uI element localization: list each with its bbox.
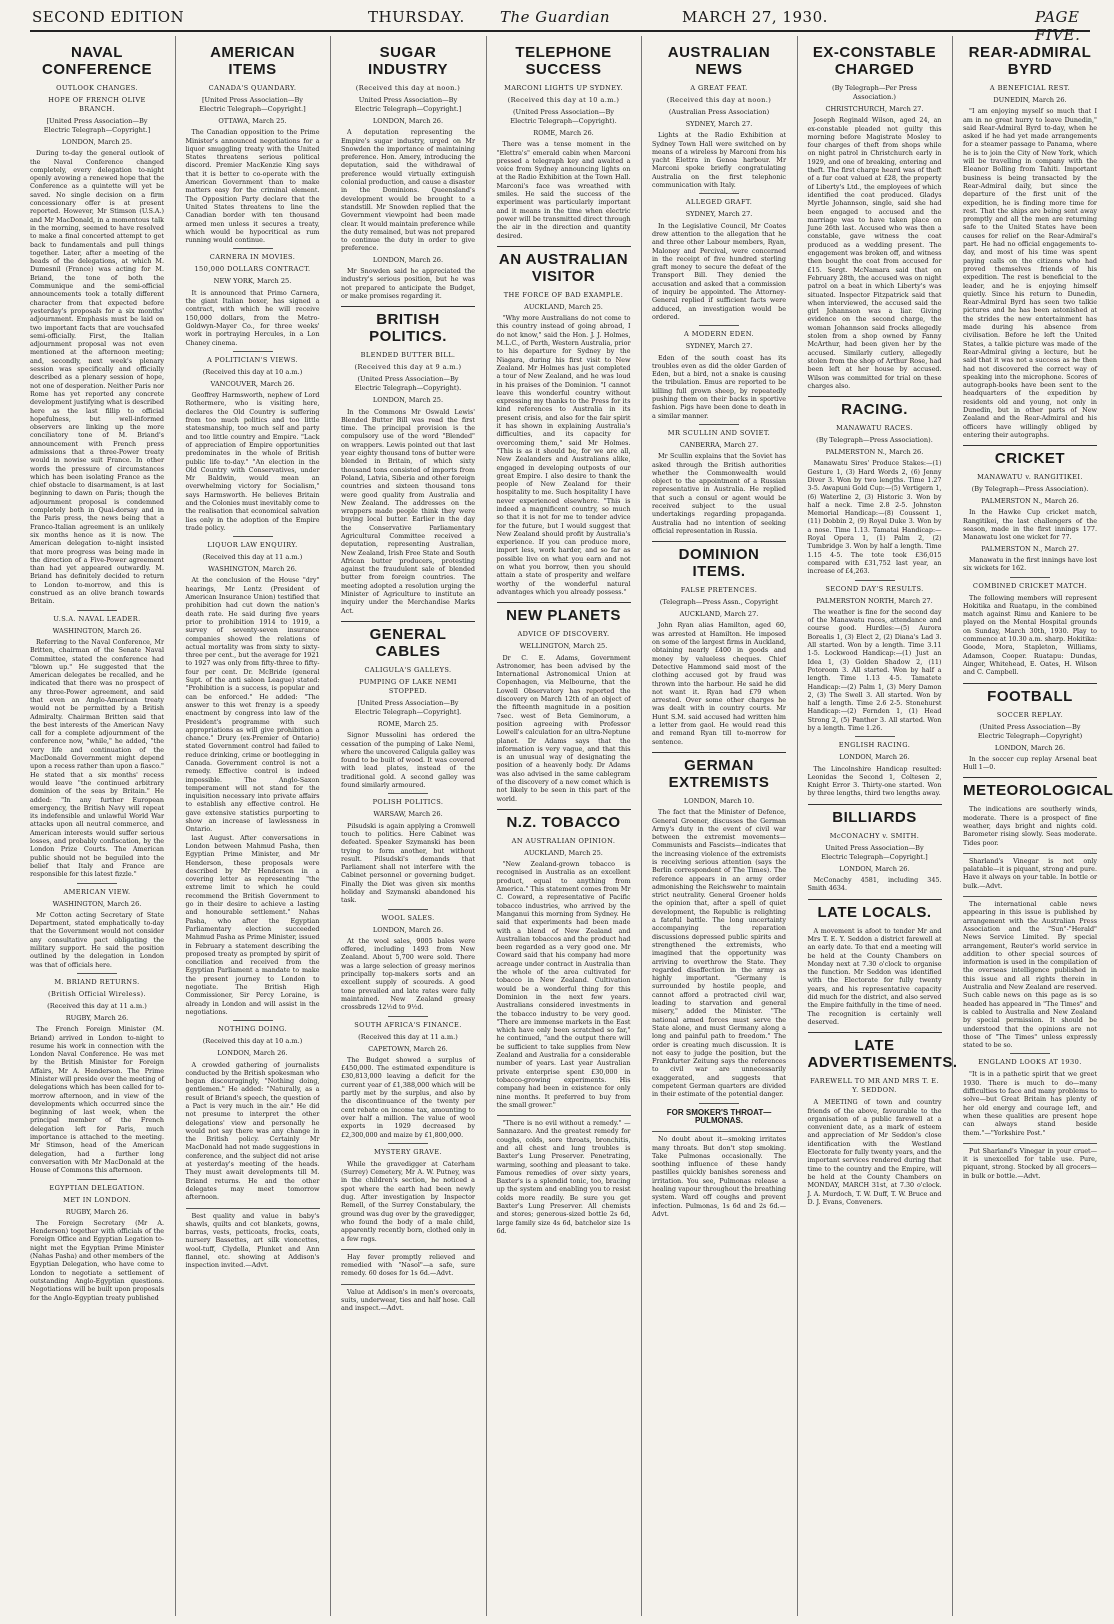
article-body: last August. After conversations in London between Mahmud Pasha, then Egyptian Prime Minister, and Mr Henderson, these proposals were described by Mr Henderson in a covering letter as representing "the extreme limit to which he could recommend the British Government to go in their desire to achieve a lasting and honourable settlement." Nahas Pasha, who after the Egyptian Parliamentary election succeeded Mahmud Pasha as Prime Minister, issued in February a statement describing the proposed treaty as prompted by spirit of conciliation and received from the Egyptian Parliament a mandate to make the present journey to London to negotiate. The British High Commissioner, Sir Percy Loraine, is already in London and will assist in the negotiations.: [185, 833, 320, 1016]
article-body: There was a tense moment in the "Elettra's" emerald cabin when Marconi pressed a telegraph key and awaited a voice from Sydney announcing lights on at the Radio Exhibition at the Town Hall. Marconi's face was wreathed with smiles. He said the success of the experiment was particularly important and it means in the time when electric power will be transmitted direct through the air in the direction and quantity desired.: [496, 140, 631, 240]
dateline: SYDNEY, March 27.: [685, 210, 753, 219]
byline: (United Press Association—By Electric Telegraph—Copyright): [977, 722, 1083, 740]
article-body: John Ryan alias Hamilton, aged 60, was arrested at Hamilton. He imposed on some of the largest firms in Auckland, obtaining nearly £400 in goods and money by valueless cheques. Chief Detective Hammond said most of the clothing accused got by fraud was thrown into the harbour. He said he did not want it. Ryan had £79 when arrested. Over some other charges he was dealt with in country courts. Mr Hunt S.M. said accused had written him a letter from gaol. He would read this and remand Ryan till to-morrow for sentence.: [652, 621, 786, 746]
article-body: At the conclusion of the House "dry" hearings, Mr Lentz (President of American Insurance Union) testified that prohibition had cut down the nation's death rate. He said during five years prior to prohibition 1914 to 1919, a survey of seventy-seven insurance companies showed the relations of actual mortality was from sixty to sixty-three per cent., but the average for 1921 to 1927 was only from fifty-three to fifty-four per cent. Dr. McBride (general Supt. of the anti saloon League) stated: "Prohibition is a success, is popular and can be enforced." He added: "The answer to this wet frenzy is a speedy enactment by congress into law of the President's programme with such appropriations as will give prohibition a chance." Drury (ex-Premier of Ontario) stated Government control had failed to reduce drinking, crime or bootlegging in Canada. Government control is not a remedy. Effective control is indeed impossible. The Anglo-Saxon temperament will not stand for the inquisition necessary into private affairs to establish any effective control. He gave extensive statistics purporting to show an increase of lawlessness in Ontario.: [185, 576, 320, 834]
headline: NAVAL CONFERENCE: [41, 44, 152, 78]
dateline: NEW YORK, March 25.: [213, 277, 292, 286]
article: [341, 1143, 475, 1243]
separator: [388, 909, 428, 910]
subheading: A MODERN EDEN.: [684, 330, 754, 339]
subheading: POLISH POLITICS.: [372, 798, 444, 807]
article-body: In the Hawke Cup cricket match, Rangitikei, the last challengers of the season, made in the first innings 177. Manawatu lost one wicket for 77.: [963, 508, 1097, 542]
subheading: CARNERA IN MOVIES.: [209, 253, 296, 262]
dateline: AUCKLAND, March 27.: [679, 610, 759, 619]
byline: United Press Association—By Electric Telegraph—Copyright.]: [354, 96, 462, 113]
byline: (United Press Association—By Electric Telegraph—Copyright).: [510, 108, 617, 125]
article-body: Manawatu in the first innings have lost six wickets for 162.: [963, 555, 1097, 573]
article: [652, 752, 786, 1099]
separator: [699, 193, 739, 194]
subheading: LIQUOR LAW ENQUIRY.: [207, 541, 298, 550]
article-body: The Canadian opposition to the Prime Minister's announced negotiations for a liquor smuggling treaty with the United States threatens serious political discord. Premier MacKenzie King says that it is better to co-operate with the American Government than to make matters easy for the criminal element. The Opposition Party declare that the United States threatens to line the Canadian border with ten thousand armed men unless it secures a treaty, which would be hypocritical as rum running would continue.: [185, 128, 320, 245]
article: [963, 777, 1114, 847]
subheading: M. BRIAND RETURNS.: [54, 977, 140, 986]
dateline: LONDON, March 26.: [372, 925, 444, 934]
subheading: MR SCULLIN AND SOVIET.: [667, 428, 771, 437]
article: [341, 909, 475, 1012]
article: [186, 834, 320, 1017]
dateline: PALMERSTON N., March 26.: [981, 497, 1079, 506]
subheading: FALSE PRETENCES.: [680, 586, 758, 595]
headline: AUSTRALIAN NEWS: [667, 44, 771, 78]
article-body: The Foreign Secretary (Mr A. Henderson) together with officials of the Foreign Office and Egyptian Legation to-night met the Egyptian Prime Minister (Nahas Pasha) and other members of the Egyptian Delegation, who have come to London to negotiate a settlement of outstanding Anglo-Egyptian questions. Negotiations will be built upon proposals for the Anglo-Egyptian treaty published: [30, 1218, 164, 1302]
separator: [699, 325, 739, 326]
headline: GENERAL CABLES: [341, 621, 475, 660]
dateline: AUCKLAND, March 25.: [524, 848, 603, 857]
byline: (Received this day at 10 a.m.): [202, 367, 303, 376]
article-body: A crowded gathering of journalists conducted by the British spokesman who began discouragingly, "Nothing doing, gentlemen." He added: "Naturally, as a result of Briand's speech, the question of a Pact is very much in the air." He did not presume to interpret the other delegations' view and personally he would not say there was any change in the British policy. Certainly Mr MacDonald had not made suggestions in conference, and the subject did not arise at yesterday's meeting of the heads. They must await developments till M. Briand returns. He and the other delegates may meet tomorrow afternoon.: [185, 1060, 320, 1202]
subheading-secondary: (Received this day at noon.): [666, 96, 772, 104]
article-body: A MEETING of town and country friends of the above, favourable to the organisation of a public farewell at a convenient date, as a mark of esteem and appreciation of Mr Seddon's close identification with the Westland Electorate for fully twenty years, and the important services rendered during that time to the country and the Empire, will be held at the County Chambers on MONDAY, MARCH 31st, at 7.30 o'clock. J. A. Murdoch, T. W. Duff, T. W. Bruce and D. J. Evans, Conveners.: [807, 1098, 942, 1206]
article: [652, 424, 786, 535]
article: [341, 306, 475, 615]
article-body: The Budget showed a surplus of £450,000. The estimated expenditure is £30,813,000 leaving a deficit for the current year of £1,388,000 which will be partly met by the surplus, and also by the discontinuance of the twenty per cent rebate on income tax, amounting to over half a million. The value of wool exports in 1929 decreased by £2,300,000 and maize by £1,800,000.: [341, 1055, 475, 1139]
subheading: ALLEGED GRAFT.: [685, 198, 753, 207]
article: [30, 1179, 164, 1302]
news-column: [497, 36, 631, 1616]
article: [186, 1208, 320, 1270]
dateline: PALMERSTON N., March 27.: [981, 544, 1079, 553]
subheading: OUTLOOK CHANGES.: [56, 84, 138, 92]
news-column: [30, 36, 164, 1616]
subheading: SECOND DAY'S RESULTS.: [825, 584, 924, 593]
advertisement: Value at Addison's in men's overcoats, suits, underwear, ties and half hose. Call and inspect.—Advt.: [341, 1284, 475, 1313]
advertisement: Sharland's Vinegar is not only palatable—it is piquant, strong and pure. Have it always on your table. In bottle or bulk.—Advt.: [963, 853, 1097, 890]
byline: (Australian Press Association): [668, 108, 770, 116]
dateline: SYDNEY, March 27.: [685, 342, 753, 351]
separator: [855, 736, 895, 737]
dateline: CAPETOWN, March 26.: [368, 1044, 448, 1053]
byline: (By Telegraph—Press Association).: [816, 436, 933, 445]
article: [341, 1016, 475, 1139]
subheading: EGYPTIAN DELEGATION.: [49, 1183, 145, 1192]
dateline: CHRISTCHURCH, March 27.: [825, 105, 924, 113]
article-body: A movement is afoot to tender Mr and Mrs T. E. Y. Seddon a district farewell at an early date. To that end a meeting will be held at the County Chambers on Monday next at 7.30 o'clock to organise the function. Mr Seddon was identified with the Electorate for fully twenty years, and his representative capacity did much for the district, and also served the Empire faithfully in the time of need. The recognition is certainly well deserved.: [807, 926, 942, 1026]
dateline: WASHINGTON, March 26.: [52, 899, 142, 908]
article: [341, 621, 475, 789]
article-body: Referring to the Naval Conference, Mr Britten, chairman of the Senate Naval Committee, stated the conference had "blown up." He suggested that the American delegates be recalled, and he indicated that there was no prospect of any three-Power agreement, and said that even an Anglo-American treaty would not be permitted by a British Admiralty. Chairman Britten said that the best interests of the American Navy call for a complete adjournment of the conference now, "while," he added, "the very life and continuation of the MacDonald Government might depend upon a recess rather than upon a fiasco." He stated that a six months' recess would leave "the continued arbitrary dominion of the seas by Britain." He added: "In any further European emergency, the British Navy will repeat its indefensible and unlawful World War attacks upon all neutral commerce, and American interests would suffer serious losses, and probably confiscation, by the London Prize Courts. The American public should not be beguiled into the belief that Italy and France are responsible for this latest fizzle.": [30, 637, 164, 879]
article-body: During to-day the general outlook of the Naval Conference changed completely, every delegation to-night openly avowing a renewed hope that the Conference as a quintette will yet be saved. No single decision on a firm concessionary offer is at present reported. However, Mr Stimson (U.S.A.) and Mr MacDonald, in a momentous talk in the morning, seemed to have resolved to make a final concerted attempt to get back to fundamentals and pull things together. Later, after a meeting of the heads of the delegations, at which M. Dumesnil (France) was acting for M. Briand, the tone of both the Communique and the semi-official announcements took a totally different character from that expected before yesterday's proposals for a six months' adjournment. Emphasis must be laid on two important facts that are vouchsafed semi-officially. First, the Italian adjournment proposal was not even mentioned at the afternoon meeting; and, secondly, next week's plenary session was specifically and officially described as a plenary session of hope, not one of desperation. Neither Paris nor Rome has yet reported any concrete development justifying what is described here as the last fillip to official hopefulness, but well-informed observers are linking up the more conciliatory tone of M. Briand's announcement with French press admissions that a three-Power treaty would in nowise suit France. In other words the pressure of circumstances which has been isolating France as the chief obstacle to disarmament, is at last beginning to dawn on Paris; though the adjournment proposal is condemned completely both in Quai-dorsay and in the Paris press, the news being that a Franco-Italian agreement is an unlikely six months hence as it is now. The American delegation to-night insisted that more progress was being made in the direction of a Five-Power agreement than had yet appeared outwardly. M. Briand has definitely decided to return to London to-morrow, and this is construed as an olive branch towards Britain.: [30, 149, 164, 606]
advertisement: Best quality and value in baby's shawls, quilts and cot blankets, gowns, barras, vests, petticoats, frocks, coats, nursery Bassettes, art silk vioncettes, wool-tuff, Clydella, Plunket and Ann flannel, etc. showing at Addison's inspection invited.—Advt.: [186, 1208, 320, 1270]
article-body: Mr Scullin explains that the Soviet has asked through the British authorities whether the Commonwealth would object to the appointment of a Russian representative in Australia. He replied that such a consul or agent would be received subject to the usual undertakings regarding propaganda. Australia had no intention of seeking official representation in Russia.: [652, 452, 786, 535]
article: [808, 44, 942, 390]
article: [808, 899, 942, 1027]
separator: [388, 793, 428, 794]
dateline: WASHINGTON, March 26.: [208, 565, 297, 574]
dateline: LONDON, March 26.: [994, 743, 1066, 752]
dateline: RUGBY, March 26.: [65, 1013, 129, 1022]
article-body: McConachy 4581, including 345. Smith 4634.: [807, 876, 942, 893]
article: [652, 193, 786, 321]
headline: LATE LOCALS.: [808, 899, 942, 921]
advertisement: Hay fever promptly relieved and remedied with "Nasol"—a safe, sure remedy. 60 doses for 1s 6d.—Advt.: [341, 1249, 475, 1278]
subheading: U.S.A. NAVAL LEADER.: [53, 614, 141, 623]
dateline: ROME, March 25.: [377, 719, 439, 728]
subheading: COMBINED CRICKET MATCH.: [972, 581, 1088, 590]
article-body: At the wool sales, 9005 bales were offered, including 1493 from New Zealand. About 5,700 were sold. There was a large selection of greasy merinos principally top-makers sorts and an excellent supply of scoureds. A good tone prevailed and late rates were fully maintained. New Zealand greasy crossbreds 12½d to 9½d.: [341, 936, 475, 1012]
column-rule: [797, 36, 798, 1616]
byline: (By Telegraph—Press Association).: [971, 485, 1089, 494]
article: [186, 1020, 320, 1201]
subheading: A BENEFICIAL REST.: [989, 84, 1071, 92]
headline: GERMAN EXTREMISTS: [652, 752, 786, 791]
dateline: SYDNEY, March 27.: [685, 120, 753, 128]
separator: [233, 351, 273, 352]
news-column: [963, 36, 1114, 1616]
headline: REAR-ADMIRAL BYRD: [968, 44, 1092, 78]
subheading: AMERICAN VIEW.: [63, 887, 131, 896]
subheading: ADVICE OF DISCOVERY.: [517, 630, 610, 639]
dateline: LONDON, March 26.: [372, 255, 444, 264]
advertisement: "There is no evil without a remedy." —Sannazaro. And the greatest remedy for coughs, colds, sore throats, bronchitis, and all chest and lung troubles is Baxter's Lung Preserver. Penetrating, warming, soothing and pleasant to take. Famous remedies of over sixty years, Baxter's is a splendid tonic, too, bracing up the system and enabling you to resist colds more readily. Be sure you get Baxter's Lung Preserver. All chemists and stores; generous-sized bottle 2s 6d, large family size 4s 6d, batchelor size 1s 6d.: [497, 1115, 631, 1235]
article-body: Pilsudski is again applying a Cromwell touch to politics. Here Cabinet was defeated. Speaker Szymanski has been trying to form another, but without result. Pilsudski's demands that Parliament shall not interfere with the Cabinet personnel or governing budget. Finally the Diet was given six months holiday and Szymanski abandoned his task.: [341, 821, 475, 905]
byline: [United Press Association—By Electric Telegraph—Copyright].: [354, 698, 462, 716]
subheading: BLENDED BUTTER BILL.: [360, 351, 456, 360]
subheading: AN AUSTRALIAN OPINION.: [511, 836, 616, 845]
subheading: McCONACHY v. SMITH.: [829, 831, 920, 840]
column-rule: [330, 36, 331, 1616]
byline: (By Telegraph—Per Press Association.): [832, 84, 917, 101]
masthead: [0, 0, 1114, 44]
advertisement: Put Sharland's Vinegar in your cruet—it is unexcelled for table use. Pure, piquant, strong. Stocked by all grocers—in bulk or bottle.—Advt.: [963, 1143, 1097, 1180]
article: [652, 1103, 786, 1219]
headline: SUGAR INDUSTRY: [367, 44, 449, 78]
article-body: In the Legislative Council, Mr Coates drew attention to the allegation that he and three other Labour members, Ryan, Maloney and Percival, were concerned in the receipt of five hundred sterling graft money to secure the defeat of the Transport Bill. They denied the accusation and asked that a commission of inquiry be appointed. The Attorney-General replied if sufficient facts were adduced, an investigation would be ordered.: [652, 221, 786, 321]
article: [808, 396, 942, 575]
subheading-secondary: MET IN LONDON.: [63, 1195, 131, 1204]
article-body: While the gravedigger at Caterham (Surrey) Cemetery, Mr A. W. Putney, was in the children's section, he noticed a spot where the earth had been newly dug. After investigation by Inspector Remell, of the Surrey Constabulary, the ground was dug over by the gravedigger, who found the body of a male child, apparently recently born, clothed only in a few rags.: [341, 1159, 475, 1243]
byline: (Telegraph—Press Assn., Copyright: [659, 598, 779, 607]
dateline: DUNEDIN, March 26.: [993, 96, 1067, 104]
headline: AN AUSTRALIAN VISITOR: [497, 246, 631, 285]
subheading: CANADA'S QUANDARY.: [208, 84, 297, 92]
subheading: SOCCER REPLAY.: [996, 710, 1064, 719]
article: [963, 896, 1097, 1049]
article-body: Eden of the south coast has its troubles even as did the older Garden of Eden, but a bird, not a snake is causing the tribulation. Emus are reported to be killing full grown sheep, by repeatedly pushing them on their backs in sportive fashion. Pigs have been done to death in a similar manner.: [652, 353, 786, 420]
article: [497, 246, 631, 596]
article-body: It is announced that Primo Carnera, the giant Italian boxer, has signed a contract, with which he will receive 150,000 dollars, from the Metro-Goldwyn-Mayer Co., for three weeks' work in portraying Hercules, in a Lon Chaney cinema.: [185, 288, 320, 347]
article: [341, 1284, 475, 1313]
article-body: Mr Snowden said he appreciated the industry's serious position, but he was not prepared to anticipate the Budget, or make promises regarding it.: [341, 267, 475, 300]
byline: (Received this day at 11 a.m.): [358, 1032, 458, 1041]
article-body: Mr Cotton acting Secretary of State Department, stated emphatically to-day that the Government would not consider any consultative pact obligating the military support. He said the position outlined by the delegation in London was that of officials here.: [30, 910, 164, 969]
article: [963, 545, 1097, 573]
headline: CRICKET: [963, 445, 1097, 467]
article-body: "New Zealand-grown tobacco is recognised in Australia as an excellent product, equal to anything from America." This statement comes from Mr C. Coward, a representative of Pacific tobacco industries, who arrived by the Manganui this morning from Sydney. He said that experiments had been made with a blend of New Zealand and Australian tobaccos and the product had been regarded as a very good one. Mr Coward said that his company had more acreage under contract in Australia than the whole of the area cultivated for tobacco in New Zealand. Cultivation would be a wonderful thing for this Dominion in the next few years. Australians considered investments in the tobacco industry to be very good. "There are immense markets in the East which have only been scratched so far," he continued, "and the output there will be sufficient to take supplies from New Zealand and Australia for a considerable number of years. Last year Australian private enterprise spent £30,000 in tobacco-growing experiments. His company had been in existence for only nine months. It preferred to buy from the small grower.": [496, 860, 631, 1109]
article: [652, 44, 786, 189]
byline: (Received this day at 11 a.m.): [202, 553, 303, 562]
headline: N.Z. TOBACCO: [497, 809, 631, 831]
dateline: WASHINGTON, March 26.: [52, 626, 142, 635]
dateline: LONDON, March 26.: [217, 1049, 288, 1058]
article: [30, 44, 164, 606]
article: [341, 1249, 475, 1278]
article-body: Geoffrey Harmsworth, nephew of Lord Rothermere, who is visiting here, declares the Old Country is suffering from too much politics and too little statesmanship, too much self and party and too little country and Empire. "Lack of appreciation of Empire opportunities predominates in the whole of British public life to-day." "An election in the Old Country with Conservatives, under Mr Baldwin, would mean an overwhelming victory for Socialism," says Harmsworth. He believes Britain and the Colonies must inevitably come to the realisation that economical salvation lies only in the adoption of the Empire trade policy.: [185, 391, 320, 532]
article-body: "I am enjoying myself so much that I am in no great hurry to leave Dunedin," said Rear-Admiral Byrd to-day, when he asked if he had yet made arrangements for a steamer passage to Panama, where he is to join the City of New York, which will be travelling in company with the Eleanor Bolling from Tahiti. Important business is being transacted by the Rear-Admiral daily, but since the departure of the first unit of the expedition, he is finding more time for rest. That the ships are being sent away promptly and all the men are returning safe to the United States have been causes for relief on the Rear-Admiral's part. He had no official engagements to-day, and most of his time was spent paying calls on the citizens who had proved themselves friends of his expedition. The rest is beneficial to the leader, and he is enjoying himself quietly. Since his return to Dunedin, Rear-Admiral Byrd has seen two talkie pictures and he has been astonished at the strides the new entertainment has made during his absence from civilisation. Before he left the United States, a talkie picture was made of the Rear-Admiral giving a lecture, but he said that it was not a success as he then had not discovered the correct way of speaking into the microphone. Scores of autograph-books have been sent to the headquarters of the expedition by residents old and young, not only in Dunedin, but in other parts of New Zealand and the Rear-Admiral and his officers have willingly obliged by entering their autographs.: [963, 107, 1097, 439]
column-rule: [175, 36, 176, 1616]
article: [497, 44, 631, 240]
article-body: The fact that the Minister of Defence, General Groener, discusses the German Army's duty in the event of civil war between the extremist movements—Communists and Fascists—indicates that the increasing violence of the extremists is receiving serious attention (says the Berlin correspondent of The Times). The reference appears in an army order admonishing the Reichswehr to maintain strict neutrality. General Groener holds the opinion that, after a spell of quiet development, the Republic is relighting a fateful battle. The long uncertainty accompanying the reparation discussions depressed public spirits and strengthened the extremists, who imagined that the opportunity was arriving to overthrow the State. They regarded disaffection in the army as highly important. "Germany is surrounded by hostile people, and cannot afford a protracted civil war, leading to starvation and general misery," added the Minister. "The national armed forces must serve the State alone, and must Germany along a long and painful path to freedom." The order is creating much discussion. It is not easy to judge the position, but the Frankfurter Zeitung says the references to civil war are unnecessarily exaggerated, and suggests that competent German quarters are divided in their estimate of the potential danger.: [652, 808, 786, 1099]
headline: RACING.: [808, 396, 942, 418]
subheading: MANAWATU v. RANGITIKEI.: [977, 473, 1083, 482]
article: [186, 44, 320, 244]
subheading-secondary: (Received this day at noon.): [355, 84, 461, 92]
day-label: THURSDAY.: [368, 8, 465, 26]
separator: [233, 536, 273, 537]
article: [30, 973, 164, 1175]
subheading-secondary: 150,000 DOLLARS CONTRACT.: [194, 265, 311, 274]
subheading-secondary: (Received this day at 10 a.m.): [507, 96, 620, 104]
page-number: PAGE FIVE.: [1035, 8, 1081, 44]
subheading: WOOL SALES.: [381, 913, 435, 922]
headline: AMERICAN ITEMS: [210, 44, 295, 78]
dateline: ROME, March 26.: [533, 129, 594, 137]
subheading: ENGLISH RACING.: [838, 741, 911, 750]
dateline: CANBERRA, March 27.: [679, 440, 759, 449]
subheading-secondary: (Received this day at 9 a.m.): [354, 363, 462, 372]
article: [963, 683, 1097, 772]
advert-title: FOR SMOKER'S THROAT—PULMONAS.: [666, 1107, 772, 1125]
article: [808, 736, 942, 797]
subheading: NOTHING DOING.: [218, 1025, 287, 1034]
paper-title: The Guardian: [500, 8, 611, 26]
subheading: CALIGULA'S GALLEYS.: [364, 665, 452, 674]
article-body: Joseph Reginald Wilson, aged 24, an ex-constable pleaded not guilty this morning before Magistrate Mosley to four charges of theft from shops while on night patrol in Christchurch early in 1929, and one of breaking, entering and theft. The first charge heard was of theft of a fur coat valued at £28, the property of Liberty's Ltd., the employees of which identified the coat produced. Gladys Myrtle Johannson, single, said she had been engaged to accused and the marriage was to have taken place on June 26th last. Accused who was then a constable, gave witness the coat produced as a wedding present. The engagement was broken off, and witness then bought the coat from accused for £15. Sergt. McNamara said that on February 28th, the accused was on night patrol on a beat in which Liberty's was situated. Inspector Fitzpatrick said that when interviewed, the accused said the girl Johannson was a liar. Giving evidence on the second charge, the woman Johannson said frocks allegedly stolen from a shop owned by Fanny McArthur, had been given her by the accused. Similarly cutlery, allegedly stolen from the shop of Arthur Rose, had been left at her house by accused. Wilson was committed for trial on these charges also.: [807, 116, 942, 390]
separator: [388, 1143, 428, 1144]
dateline: PALMERSTON NORTH, March 27.: [816, 596, 933, 605]
article-body: A deputation representing the Empire's sugar industry, urged on Mr Snowden the importance of maintaining preference. Hon. Amery, introducing the deputation, said the withdrawal of preference would virtually extinguish colonial production, and cause a disaster in the Dominions. Queensland's development would be brought to a standstill. Mr Snowden replied that the Government viewpoint had been made clear. It would maintain preference while the duty remained, but was not prepared to continue the duty in order to give preference.: [341, 128, 475, 253]
subheading-secondary: PUMPING OF LAKE NEMI STOPPED.: [359, 677, 457, 695]
headline: NEW PLANETS: [497, 602, 631, 624]
news-column: [807, 36, 958, 1616]
masthead-rule: [30, 30, 1090, 32]
dateline: LONDON, March 25.: [372, 396, 444, 405]
column-rule: [641, 36, 642, 1616]
subheading: MANAWATU RACES.: [836, 424, 913, 433]
subheading: FAREWELL TO MR AND MRS T. E. Y. SEDDON.: [810, 1077, 939, 1095]
article: [186, 536, 320, 834]
article-body: The weather is fine for the second day of the Manawatu races, attendance and course good. Hurdles:—(5) Aurora Borealis 1, (3) Elect 2, (2) Diana's Lad 3. All started. Won by a length. Time 3.11 1-5. Lockwood Handicap:—(1) Just an Idea 1, (3) Golden Shadow 2, (11) Potoroom 3. All started. Won by half a length. Time 1.13 4-5. Tamatete Handicap:—(2) Palm 1, (3) Mery Damon 2, (3) The Swell 3. All started. Won by half a length. Time 2.6 2-5. Stonehurst Handicap:—(2) Fernden 1, (1) Head Strong 2, (5) Panther 3. All started. Won by a length. Time 1.26.: [807, 607, 942, 732]
column-rule: [486, 36, 487, 1616]
news-column: [341, 36, 475, 1616]
article-body: The indications are southerly winds, moderate. There is a prospect of fine weather, days bright and nights cold. Barometer rising slowly. Seas moderate. Tides poor.: [963, 805, 1097, 847]
article: [963, 577, 1097, 677]
dateline: OTTAWA, March 25.: [218, 117, 287, 125]
headline: TELEPHONE SUCCESS: [515, 44, 612, 78]
separator: [233, 248, 273, 249]
separator: [233, 1020, 273, 1021]
article: [963, 853, 1097, 890]
article-body: Lights at the Radio Exhibition at Sydney Town Hall were switched on by means of a wireless by Marconi from his yacht Elettra in Genoa harbour. Mr Marconi spoke briefly congratulating Australia on the first telephonic communication with Italy.: [652, 131, 786, 190]
article-body: "Why more Australians do not come to this country instead of going abroad, I do not know," said the Hon. J. J. Holmes, M.L.C., of Perth, Western Australia, prior to his departure for Sydney by the Niagara, during his first visit to New Zealand. Mr Holmes has just completed a tour of New Zealand, and he was loud in his praises of the Dominion. "I cannot leave this wonderful country without expressing my thanks to the Press for its kind references to Australia in its present crisis, and also for the fair spirit it has shown in explaining Australia's difficulties, and its capacity for overcoming them," said Mr Holmes. "This is as it should be, for we are all, New Zealanders and Australians alike, engaged in developing outposts of our great Empire. I also desire to thank the people of New Zealand for their hospitality to me. Such hospitality I have never experienced elsewhere. "This is indeed a magnificent country, so much so that it is not for me to tender advice for the future, but I would suggest that New Zealand should profit by Australia's experience. If you can produce more, import less, work harder, and so far as possible live on what you earn and not on what you borrow, then you should attain a state of prosperity and welfare worthy of the wonderful natural advantages which you already possess.": [496, 314, 631, 596]
article-body: "It is in a pathetic spirit that we greet 1930. There is much to do—many difficulties to face and many problems to solve—but Great Britain has plenty of her old energy and courage left, and when these qualities are present hope can always stand beside them."—"Yorkshire Post.": [963, 1070, 1097, 1137]
article-body: The following members will represent Hokitika and Ruatapu, in the combined match against Rimu and Kaniere to be played on the Mental Hospital grounds on Sunday, March 30th, 1930. Play to commence at 10.30 a.m. sharp. Hokitika: Goode, Mora, Stapleton, Williams, Adamson, Cooper. Ruatapu: Dundas, Ainger, Whitehead, E. Oates, H. Wilson and C. Campbell.: [963, 593, 1097, 677]
subheading: MARCONI LIGHTS UP SYDNEY.: [504, 84, 623, 92]
article-body: The Lincolnshire Handicap resulted: Leonidas the Second 1, Coltesen 2, Knight Error 3. Thirty-one started. Won by three lengths, third two lengths away.: [807, 764, 942, 798]
date-label: MARCH 27, 1930.: [682, 8, 828, 26]
news-column: [652, 36, 786, 1616]
article: [497, 809, 631, 1109]
headline: FOOTBALL: [963, 683, 1097, 705]
article: [497, 1115, 631, 1235]
separator: [77, 1179, 117, 1180]
news-columns: [30, 36, 1114, 1616]
separator: [77, 883, 117, 884]
headline: EX-CONSTABLE CHARGED: [812, 44, 937, 78]
dateline: AUCKLAND, March 25.: [524, 302, 603, 311]
subheading: THE FORCE OF BAD EXAMPLE.: [503, 290, 624, 299]
column-rule: [952, 36, 953, 1616]
dateline: LONDON, March 10.: [683, 796, 755, 805]
article: [808, 804, 942, 893]
edition-label: SECOND EDITION: [32, 8, 185, 26]
separator: [1010, 577, 1050, 578]
article-body: Manawatu Sires' Produce Stakes:—(1) Gesture 1, (3) Hard Words 2, (6) Jenny Diver 3. Won by two lengths. Time 1.27 3-5. Awapuni Gold Cup:—(5) Vertigern 1, (6) Waterline 2, (3) Historic 3. Won by half a neck. Time 2.8 2-5. Johnston Memorial Handicap:—(8) Coussent 1, (11) Dobbin 2, (9) Royal Duke 3. Won by a nose. Time 1.13. Tamatai Handicap:—Royal Opera 1, (1) Palm 2, (2) Tumbridge 3. Won by half a length. Time 1.15 4-5. The tote took £36,015 compared with £31,752 last year, an increase of £4,263.: [807, 459, 942, 576]
dateline: PALMERSTON N., March 26.: [825, 448, 924, 457]
article: [30, 883, 164, 969]
article: [341, 44, 475, 253]
subheading-secondary: HOPE OF FRENCH OLIVE BRANCH.: [48, 96, 146, 113]
separator: [388, 1016, 428, 1017]
dateline: WELLINGTON, March 25.: [519, 642, 608, 651]
subheading: MYSTERY GRAVE.: [374, 1147, 442, 1156]
separator: [855, 580, 895, 581]
article: [807, 1032, 958, 1206]
dateline: VANCOUVER, March 26.: [210, 379, 295, 388]
advertisement: No doubt about it—smoking irritates many throats. But don't stop smoking. Take Pulmonas occasionally. The soothing influence of these handy pastilles quickly banishes soreness and irritation. You see, Pulmonas release a healing vapour throughout the breathing system. Ward off coughs and prevent infection. Pulmonas, 1s 6d and 2s 6d.—Advt.: [652, 1131, 786, 1218]
article-body: In the soccer cup replay Arsenal beat Hull 1—0.: [963, 754, 1097, 772]
dateline: RUGBY, March 26.: [65, 1207, 129, 1216]
article: [30, 610, 164, 879]
separator: [1010, 1053, 1050, 1054]
headline: LATE ADVERTISEMENTS.: [808, 1032, 942, 1071]
article: [963, 1053, 1097, 1136]
subheading: SOUTH AFRICA'S FINANCE.: [354, 1020, 462, 1029]
separator: [77, 973, 117, 974]
article: [963, 44, 1097, 439]
byline: United Press Association—By Electric Telegraph—Copyright.]: [821, 843, 928, 861]
dateline: LONDON, March 26.: [372, 117, 444, 125]
separator: [77, 610, 117, 611]
subheading-secondary: (British Official Wireless).: [48, 989, 146, 998]
byline: [United Press Association—By Electric Telegraph—Copyright.]: [43, 117, 151, 134]
subheading: A POLITICIAN'S VIEWS.: [206, 355, 299, 364]
headline: DOMINION ITEMS.: [652, 541, 786, 580]
article-body: Signor Mussolini has ordered the cessation of the pumping of Lake Nemi, where the uncovered Caligula galley was found to be built of wood. It was covered with lead plates, instead of the traditional gold. A second galley was found similarly armoured.: [341, 731, 475, 790]
byline: (Received this day at 11 a.m.): [47, 1001, 147, 1010]
headline: METEOROLOGICAL: [963, 777, 1097, 799]
separator: [699, 424, 739, 425]
article: [186, 248, 320, 346]
article: [497, 602, 631, 803]
article: [341, 793, 475, 904]
dateline: LONDON, March 25.: [61, 138, 133, 146]
article: [963, 445, 1097, 541]
byline: (United Press Association—By Electric Telegraph—Copyright).: [354, 375, 462, 393]
article: [652, 325, 786, 420]
article-body: In the Commons Mr Oswald Lewis' Blended Butter Bill was read the first time. The principal provision is the compulsory use of the word "Blended" on wrappers. Lewis pointed out that last year eighty thousand tons of butter were blended in Britain, of which sixty thousand tons consisted of imports from Poland, Latvia, Siberia and other foreign countries and sixteen thousand tons were good quality from Australia and New Zealand. The addresses on the wrappers made people think they were buying local butter. Earlier in the day the Conservative Parliamentary Agricultural Committee received a deputation, representing Australian, New Zealand, Irish Free State and South African butter producers, protesting against the fraudulent sale of blended butter from foreign countries. The meeting adopted a resolution urging the Minister of Agriculture to institute an inquiry under the Merchandise Marks Act.: [341, 407, 475, 615]
headline: BRITISH POLITICS.: [341, 306, 475, 345]
article: [341, 256, 475, 300]
byline: (Received this day at 10 a.m.): [202, 1037, 303, 1046]
article-body: Dr C. E. Adams, Government Astronomer, has been advised by the International Astronomical Union at Copenhagen, via Melbourne, that the Lowell Observatory has reported the discovery on March 12th of an object of the fifteenth magnitude in a position 7sec. west of Beta Geminorum, a position agreeing with Professor Lowell's calculation for an ultra-Neptune planet. Dr Adams says that the information is very vague, and that this is an unusual way of designating the position of a heavenly body. Dr Adams was also advised in the same cablegram of the discovery of a new comet which is not likely to be seen in this part of the world.: [496, 653, 631, 803]
dateline: LONDON, March 26.: [839, 753, 910, 762]
article: [186, 351, 320, 532]
dateline: LONDON, March 26.: [839, 864, 910, 873]
article: [963, 1143, 1097, 1180]
article: [652, 541, 786, 746]
advertisement: The international cable news appearing in this issue is published by arrangement with the Australian Press Association and the "Sun"-"Herald" News Service Limited. By special arrangement, Reuter's world service in addition to other special sources of information is used in the compilation of the overseas intelligence published in this issue and all rights therein in Australia and New Zealand are reserved. Such cable news on this page as is so headed has appeared in "The Times" and is cabled to Australia and New Zealand by special permission. It should be understood that the opinions are not those of "The Times" unless expressly stated to be so.: [963, 896, 1097, 1049]
headline: BILLIARDS: [808, 804, 942, 826]
subheading: A GREAT FEAT.: [690, 84, 748, 92]
article: [808, 580, 942, 733]
subheading: ENGLAND LOOKS AT 1930.: [978, 1058, 1082, 1067]
dateline: WARSAW, March 26.: [373, 810, 443, 819]
news-column: [186, 36, 320, 1616]
byline: [United Press Association—By Electric Telegraph—Copyright.]: [199, 96, 306, 113]
article-body: The French Foreign Minister (M. Briand) arrived in London to-night to resume his work in connection with the London Naval Conference. He was met by the British Minister for Foreign Affairs, Mr A. Henderson. The Prime Minister will preside over the meeting of delegations which has been called for to-morrow afternoon, and in view of the developments which occurred since the beginning of last week, when the principal member of the French delegation left for Paris, much importance is attached to the meeting. Mr Stimson, head of the American delegation, had a further long conversation with Mr MacDonald at the House of Commons this afternoon.: [30, 1025, 164, 1175]
separator: [699, 1103, 739, 1104]
